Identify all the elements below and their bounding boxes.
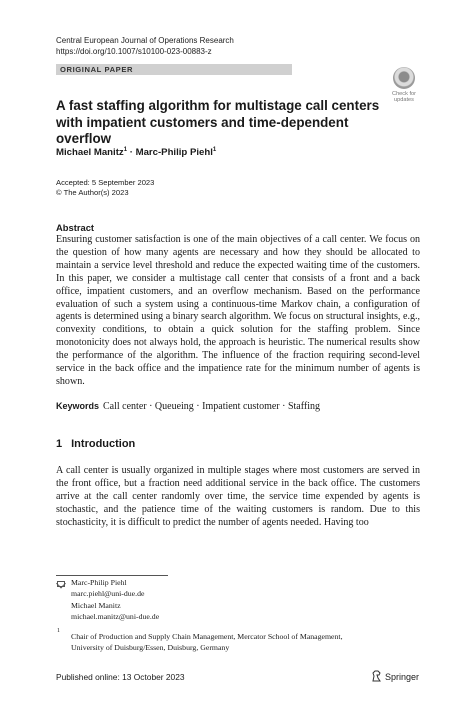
introduction-text: A call center is usually organized in multiple stages where most customers are served in the front office, but a fraction need additional service in the back office. The customers arrive at the call center randomly over time, the service time expended by agents is stochastic, and the patience time of the waiting customers is random. Due to this stochasticity, it is difficult to predict the number of agents needed. Having too — [56, 465, 420, 528]
section-title: Introduction — [71, 438, 136, 450]
title-line-1: A fast staffing algorithm for multistage call centers — [56, 98, 380, 113]
affiliation — [71, 632, 411, 653]
doi-link[interactable]: https://doi.org/10.1007/s10100-023-00883-z — [56, 47, 212, 56]
paper-title — [56, 98, 386, 148]
springer-logo[interactable] — [371, 670, 419, 682]
affiliation-line-1: Chair of Production and Supply Chain Management, Mercator School of Management, — [71, 632, 343, 641]
contact-author-2 — [71, 601, 159, 622]
affiliation-line-2: University of Duisburg/Essen, Duisburg, Germany — [71, 642, 230, 652]
section-number: 1 — [56, 438, 63, 450]
journal-name: Central European Journal of Operations Research — [56, 36, 234, 45]
author-list — [56, 147, 216, 158]
copyright-line: © The Author(s) 2023 — [56, 188, 129, 197]
footnote-rule — [56, 575, 168, 576]
check-for-updates-text: Check for updates — [392, 91, 416, 103]
keywords-text: Call center · Queueing · Impatient customer · Staffing — [103, 401, 320, 412]
keywords-line — [56, 401, 420, 412]
accepted-date: Accepted: 5 September 2023 — [56, 178, 155, 187]
affiliation-number: 1 — [57, 628, 60, 634]
abstract-text: Ensuring customer satisfaction is one of the main objectives of a call center. We focus on the question of how many agents are necessary and how they should be allocated to maintain a service level threshold and reduce the expected waiting time of the customers. In this paper, we consider a multistage call center that consists of a front and a back office, impatient customers, and an overflow mechanism. Based on the performance evaluation of such a system using a continuous-time Markov chain, a configuration of agents is determined using a binary search algorithm. We focus on structural insights, e.g., convexity conditions, to obtain a quick solution for the staffing problem. Since monotonicity does not always hold, the approach is heuristic. The numerical results show the performance of the algorithm. The influence of the fraction requiring second-level service in the back office and the impatience rate for the minimum number of agents is shown. — [56, 234, 420, 387]
journal-header — [56, 35, 234, 57]
contact-author-1 — [71, 578, 144, 599]
contact-email[interactable]: michael.manitz@uni-due.de — [71, 611, 160, 621]
springer-horse-icon — [371, 670, 382, 682]
author-1-affil: 1 — [123, 147, 128, 153]
author-2[interactable]: Marc-Philip Piehl — [135, 147, 213, 159]
article-dates — [56, 178, 154, 198]
keywords-label: Keywords — [56, 401, 100, 411]
section-heading-introduction — [56, 438, 135, 450]
contact-email[interactable]: marc.piehl@uni-due.de — [71, 588, 145, 598]
abstract-heading: Abstract — [56, 222, 95, 233]
contact-name: Marc-Philip Piehl — [71, 578, 127, 587]
author-separator: · — [127, 147, 136, 159]
check-for-updates-badge[interactable] — [386, 67, 422, 105]
contact-name: Michael Manitz — [71, 601, 121, 610]
publisher-name: Springer — [385, 672, 420, 682]
published-online: Published online: 13 October 2023 — [56, 672, 185, 682]
title-line-2: with impatient customers and time-dependent overflow — [56, 114, 349, 146]
author-2-affil: 1 — [212, 147, 217, 153]
paper-type-label: ORIGINAL PAPER — [60, 65, 134, 74]
envelope-icon — [57, 581, 65, 587]
check-for-updates-icon — [393, 67, 415, 89]
author-1[interactable]: Michael Manitz — [56, 147, 124, 159]
